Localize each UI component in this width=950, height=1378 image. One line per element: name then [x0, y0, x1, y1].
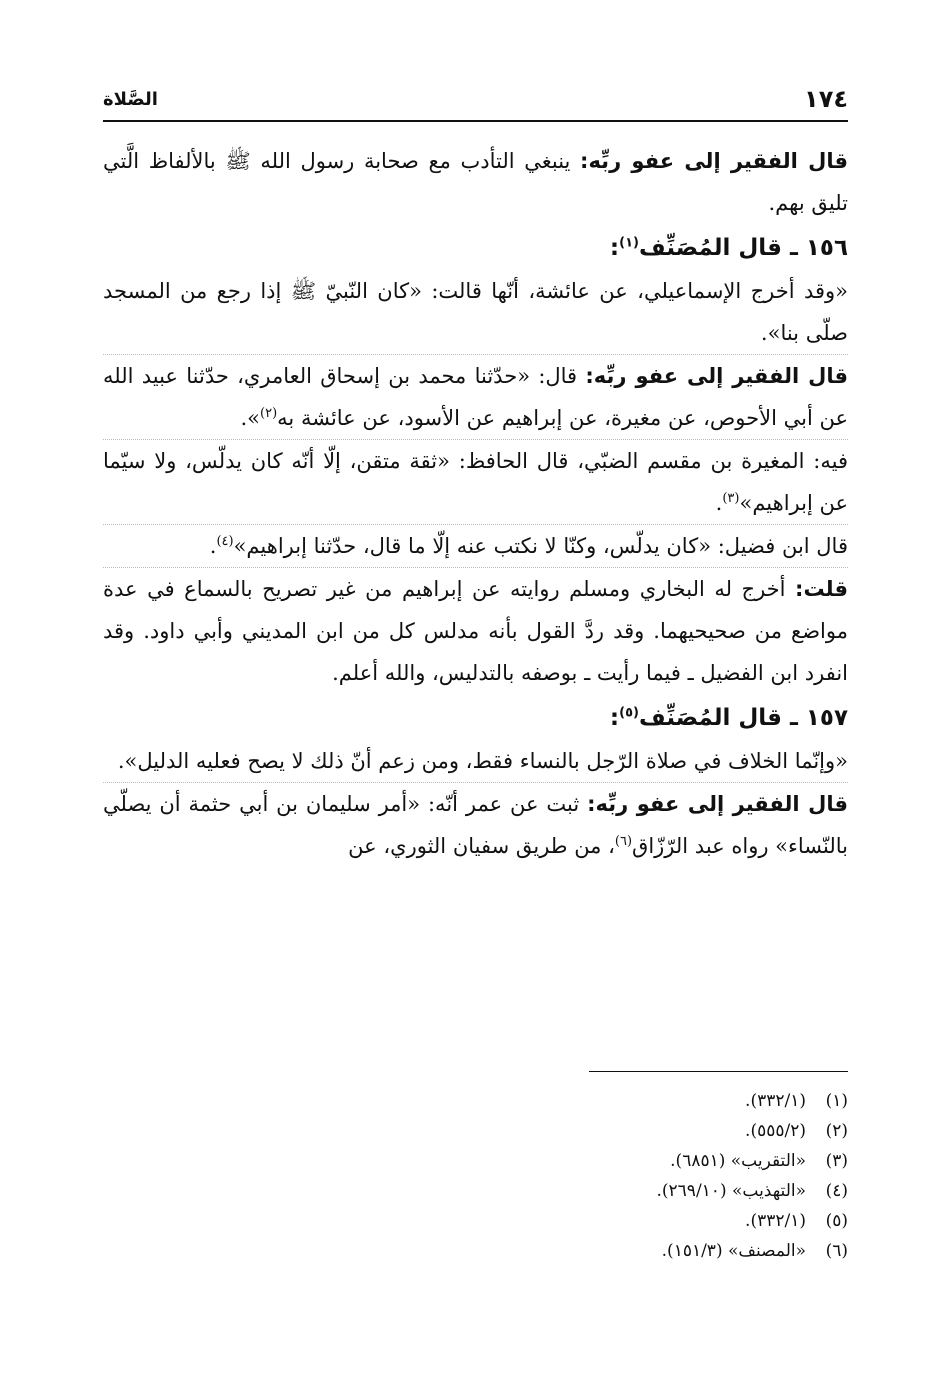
paragraph-quote-157 — [103, 740, 848, 782]
paragraph-narrator-note — [103, 439, 848, 524]
heading-title: ـ قال المُصَنِّف — [638, 705, 806, 731]
paragraph-text: «وإنّما الخلاف في صلاة الرّجل بالنساء فقط، ومن زعم أنّ ذلك لا يصح فعليه الدليل». — [117, 749, 848, 773]
paragraph-tail: ». — [240, 406, 261, 430]
footnote-ref[interactable]: (٦) — [614, 834, 633, 849]
paragraph-lead: قال الفقير إلى عفو ربِّه: — [580, 149, 848, 173]
footnote-number: (٢) — [825, 1121, 848, 1141]
footnote-number: (١) — [825, 1091, 848, 1111]
footnote — [420, 1176, 848, 1206]
footnotes — [420, 1086, 848, 1266]
paragraph-text: أخرج له البخاري ومسلم روايته عن إبراهيم من غير تصريح بالسماع في عدة مواضع من صحيحيهما. وقد ردَّ القول بأنه مدلس كل من ابن المديني وأبي داود. وقد انفرد ابن الفضيل ـ فيما رأيت ـ بوصفه بالتدليس، والله أعلم. — [103, 577, 848, 685]
paragraph-lead: قال الفقير إلى عفو ربِّه: — [587, 792, 848, 816]
paragraph-ibn-fudayl — [103, 524, 848, 567]
paragraph-tail: ، من طريق سفيان الثوري، عن — [348, 834, 615, 858]
footnote-text: (٥٥٥/٢). — [745, 1121, 806, 1141]
footnote-text: (٣٣٢/١). — [745, 1091, 806, 1111]
paragraph-quote-156 — [103, 270, 848, 354]
footnote-text: «التقريب» (٦٨٥١). — [670, 1151, 806, 1171]
footnote-ref[interactable]: (٤) — [216, 534, 234, 549]
paragraph-tail: . — [209, 534, 217, 558]
footnote-ref[interactable]: (٣) — [722, 491, 740, 506]
footnote — [420, 1146, 848, 1176]
paragraph-text: ثبت عن عمر أنّه: «أمر سليمان بن أبي حثمة أن يصلّي بالنّساء» رواه عبد الرّزّاق — [103, 792, 848, 858]
footnote-number: (٣) — [825, 1151, 848, 1171]
running-header — [103, 78, 848, 122]
footnote — [420, 1116, 848, 1146]
heading-colon: : — [609, 235, 620, 261]
heading-number: ١٥٧ — [805, 705, 848, 731]
footnote — [420, 1086, 848, 1116]
paragraph-text: قال: «حدّثنا محمد بن إسحاق العامري، حدّثنا عبيد الله عن أبي الأحوص، عن مغيرة، عن إبراهيم عن الأسود، عن عائشة به — [103, 364, 848, 430]
paragraph-comment-1 — [103, 140, 848, 224]
paragraph-lead: قال الفقير إلى عفو ربِّه: — [585, 364, 848, 388]
paragraph-text: «وقد أخرج الإسماعيلي، عن عائشة، أنّها قالت: «كان النّبيّ ﷺ إذا رجع من المسجد صلّى بنا». — [103, 279, 848, 345]
paragraph-comment-2 — [103, 354, 848, 439]
paragraph-comment-3 — [103, 782, 848, 867]
heading-157 — [103, 696, 848, 740]
footnote-number: (٤) — [825, 1181, 848, 1201]
paragraph-text: فيه: المغيرة بن مقسم الضبّي، قال الحافظ: «ثقة متقن، إلّا أنّه كان يدلّس، ولا سيّما عن إبراهيم» — [103, 449, 848, 515]
footnote-number: (٦) — [825, 1241, 848, 1261]
footnote-number: (٥) — [825, 1211, 848, 1231]
heading-colon: : — [609, 705, 620, 731]
footnote-text: (٣٣٢/١). — [745, 1211, 806, 1231]
footnote-ref[interactable]: (٢) — [260, 406, 278, 421]
paragraph-text: ينبغي التأدب مع صحابة رسول الله ﷺ بالألفاظ الَّتي تليق بهم. — [103, 149, 848, 215]
paragraph-qultu — [103, 567, 848, 694]
heading-title: ـ قال المُصَنِّف — [638, 235, 806, 261]
main-text — [103, 140, 848, 867]
footnote-text: «المصنف» (١٥١/٣). — [661, 1241, 806, 1261]
section-title: الصَّلاة — [103, 88, 158, 110]
paragraph-lead: قلت: — [795, 577, 848, 601]
page-number: ١٧٤ — [804, 85, 848, 113]
paragraph-text: قال ابن فضيل: «كان يدلّس، وكنّا لا نكتب عنه إلّا ما قال، حدّثنا إبراهيم» — [233, 534, 848, 558]
footnote-separator — [589, 1071, 848, 1072]
heading-number: ١٥٦ — [805, 235, 848, 261]
footnote-ref[interactable]: (١) — [619, 235, 639, 251]
footnote-text: «التهذيب» (٢٦٩/١٠). — [656, 1181, 806, 1201]
heading-156 — [103, 226, 848, 270]
paragraph-tail: . — [715, 491, 723, 515]
footnote-ref[interactable]: (٥) — [619, 705, 639, 721]
footnote — [420, 1236, 848, 1266]
footnote — [420, 1206, 848, 1236]
